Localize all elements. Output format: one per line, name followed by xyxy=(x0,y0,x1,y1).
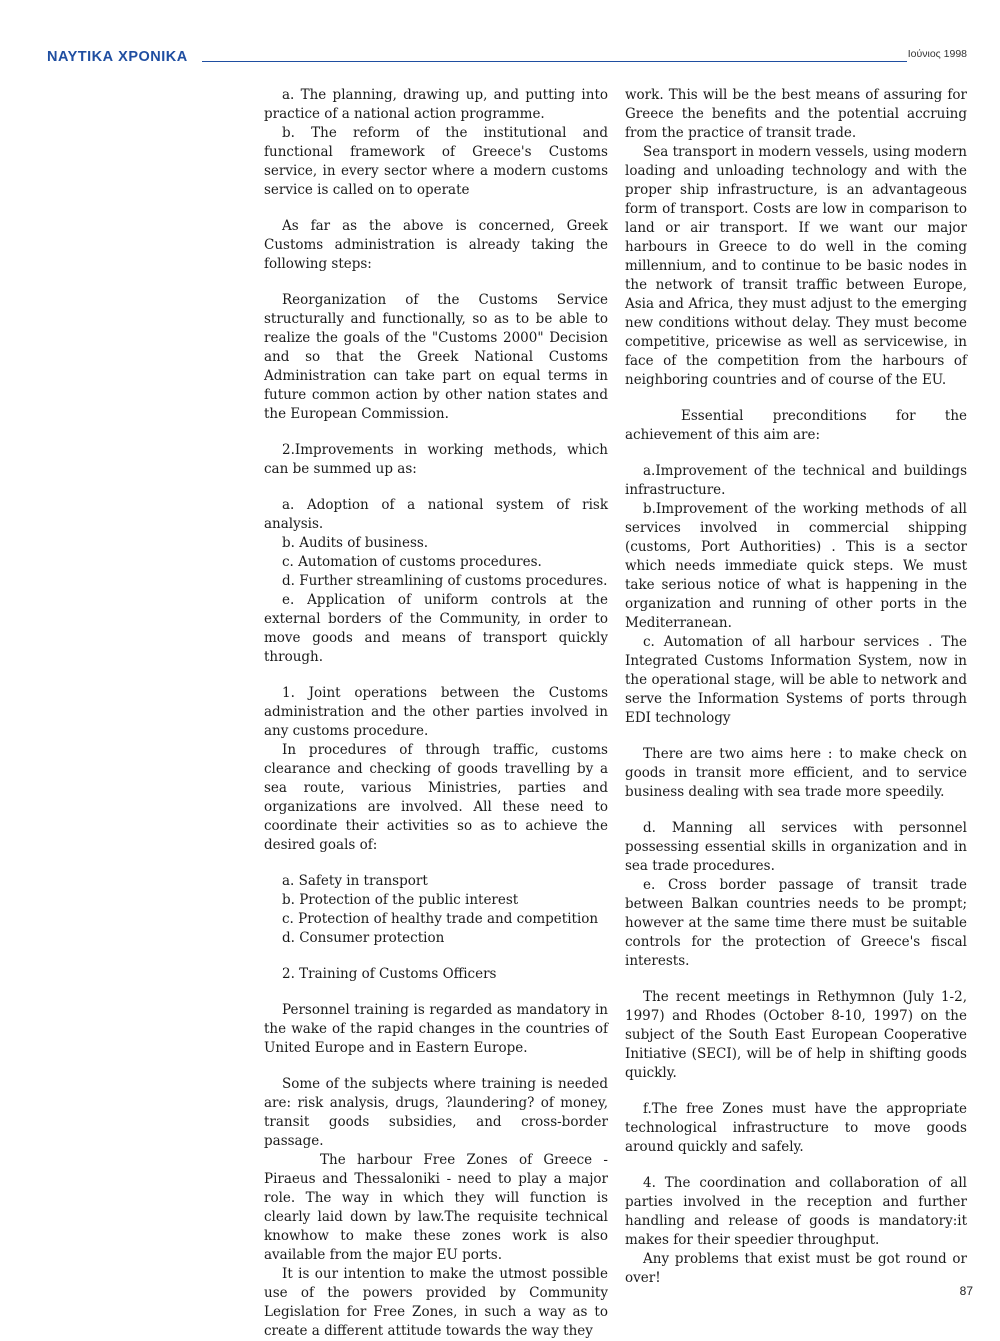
list-item: a. Safety in transport xyxy=(282,873,428,889)
list-item: d. Further streamlining of customs procedures. xyxy=(282,573,608,589)
paragraph: 4. The coordination and collaboration of all parties involved in the reception and further handling and release of goods is mandatory:it makes for their speedier throughput. xyxy=(625,1175,967,1248)
section-heading: 2. Training of Customs Officers xyxy=(282,966,497,982)
list-item: c. Automation of all harbour services . The Integrated Customs Information System, now in the operational stage, will be able to network and serve the Information Systems of ports through EDI technology xyxy=(625,634,967,726)
paragraph: Essential preconditions for the achievement of this aim are: xyxy=(625,408,967,443)
list-item: d. Consumer protection xyxy=(282,930,445,946)
paragraph: Sea transport in modern vessels, using modern loading and unloading technology and with the proper ship infrastructure, is an advantageous form of transport. Costs are low in comparison to land or air transport. If we want our major harbours in Greece to do well in the coming millennium, and to continue to be basic nodes in the network of transit traffic between Europe, Asia and Africa, they must adjust to the emerging new conditions without delay. They must become competitive, pricewise as well as servicewise, in face of the competition from the harbours of neighboring countries and of course of the EU. xyxy=(625,144,967,388)
paragraph: The harbour Free Zones of Greece - Piraeus and Thessaloniki - need to play a major role. The way in which they will function is clearly laid down by law.The requisite technical knowhow to make these zones work is also available from the major EU ports. xyxy=(264,1152,608,1263)
paragraph: As far as the above is concerned, Greek Customs administration is already taking the following steps: xyxy=(264,218,608,272)
list-item: c. Protection of healthy trade and competition xyxy=(282,911,599,927)
list-item: d. Manning all services with personnel possessing essential skills in organization and in sea trade procedures. xyxy=(625,820,967,874)
page-header xyxy=(47,48,967,70)
list-item: b. Audits of business. xyxy=(282,535,429,551)
list-item: e. Application of uniform controls at the external borders of the Community, in order to move goods and means of transport quickly through. xyxy=(264,592,608,665)
paragraph: 2.Improvements in working methods, which can be summed up as: xyxy=(264,442,608,477)
paragraph: Any problems that exist must be got round or over! xyxy=(625,1251,967,1286)
paragraph: The recent meetings in Rethymnon (July 1-2, 1997) and Rhodes (October 8-10, 1997) on the subject of the South East European Cooperative Initiative (SECI), will be of help in shifting goods quickly. xyxy=(625,989,967,1081)
list-item: a.Improvement of the technical and buildings infrastructure. xyxy=(625,463,967,498)
list-item: f.The free Zones must have the appropriate technological infrastructure to move goods around quickly and safely. xyxy=(625,1101,967,1155)
list-item: b. Protection of the public interest xyxy=(282,892,519,908)
list-item: e. Cross border passage of transit trade between Balkan countries needs to be prompt; however at the same time there must be suitable controls for the protection of Greece's fiscal interests. xyxy=(625,877,967,969)
paragraph: b. The reform of the institutional and functional framework of Greece's Customs service, in every sector where a modern customs service is called on to operate xyxy=(264,125,608,198)
paragraph: Some of the subjects where training is needed are: risk analysis, drugs, ?laundering? of money, transit goods subsidies, and cross-border passage. xyxy=(264,1076,608,1149)
issue-date: Ιούνιος 1998 xyxy=(907,48,967,60)
paragraph: 1. Joint operations between the Customs administration and the other parties involved in any customs procedure. xyxy=(264,685,608,739)
header-rule xyxy=(202,61,907,62)
list-item: b.Improvement of the working methods of all services involved in commercial shipping (customs, Port Authorities) . This is a sector which needs immediate quick steps. We must take serious notice of what is happening in the organization and running of other ports in the Mediterranean. xyxy=(625,501,967,631)
paragraph: work. This will be the best means of assuring for Greece the benefits and the potential accruing from the practice of transit trade. xyxy=(625,87,967,141)
left-column xyxy=(264,86,608,1341)
paragraph: In procedures of through traffic, customs clearance and checking of goods travelling by a sea route, various Ministries, parties and organizations are involved. All these need to coordinate their activities so as to achieve the desired goals of: xyxy=(264,742,608,853)
paragraph: Reorganization of the Customs Service structurally and functionally, so as to be able to realize the goals of the "Customs 2000" Decision and so that the Greek National Customs Administration can take part on equal terms in future common action by other nation states and the European Commission. xyxy=(264,292,608,422)
paragraph: It is our intention to make the utmost possible use of the powers provided by Community Legislation for Free Zones, in such a way as to create a different attitude towards the way they xyxy=(264,1266,608,1339)
masthead-title: ΝΑΥΤΙΚΑ ΧΡΟΝΙΚΑ xyxy=(47,49,188,65)
paragraph: There are two aims here : to make check on goods in transit more efficient, and to service business dealing with sea trade more speedily. xyxy=(625,746,967,800)
list-item: c. Automation of customs procedures. xyxy=(282,554,542,570)
paragraph: a. The planning, drawing up, and putting into practice of a national action programme. xyxy=(264,87,608,122)
paragraph: Personnel training is regarded as mandatory in the wake of the rapid changes in the countries of United Europe and in Eastern Europe. xyxy=(264,1002,608,1056)
page-number: 87 xyxy=(959,1284,973,1298)
list-item: a. Adoption of a national system of risk analysis. xyxy=(264,497,608,532)
right-column xyxy=(625,86,967,1288)
